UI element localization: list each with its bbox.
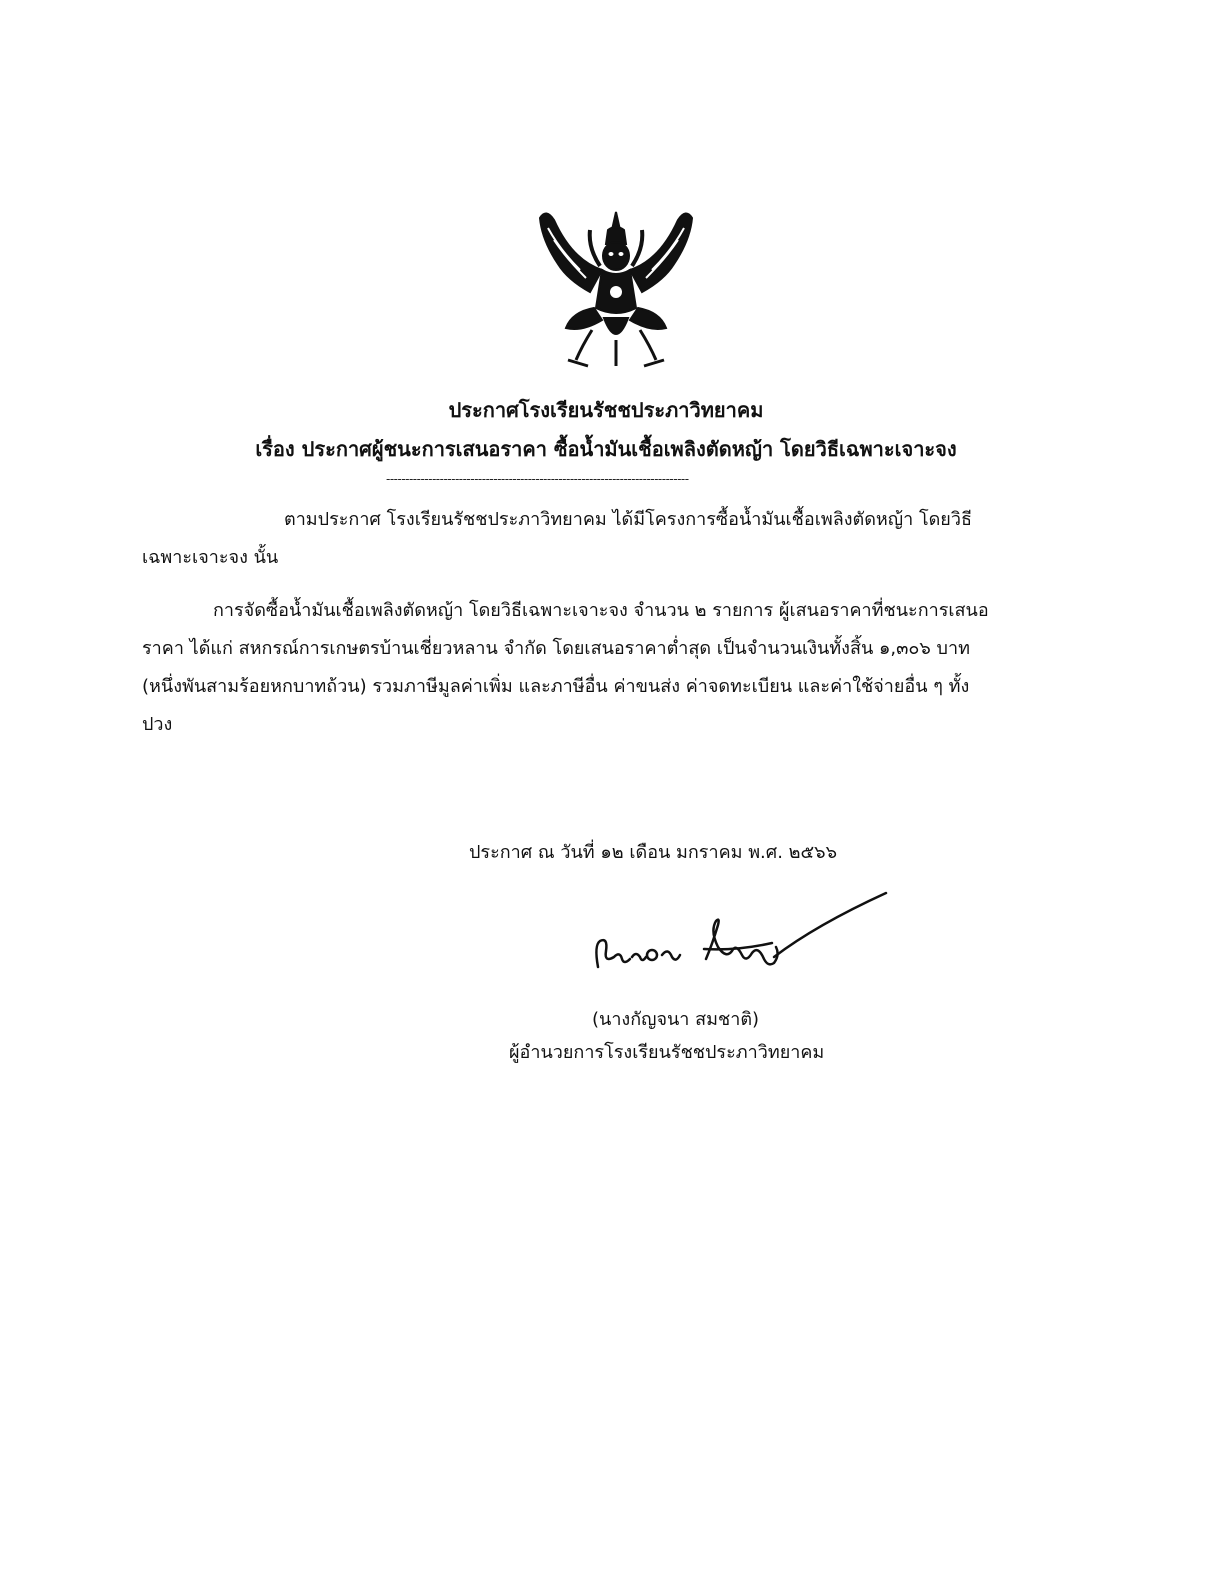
separator-line: -------------------------------------------------------------------------------: [386, 472, 689, 486]
handwritten-signature: [586, 885, 906, 985]
announcement-date: ประกาศ ณ วันที่ ๑๒ เดือน มกราคม พ.ศ. ๒๕๖๖: [469, 842, 837, 863]
signer-position: ผู้อำนวยการโรงเรียนรัชชประภาวิทยาคม: [509, 1042, 825, 1063]
paragraph-2-line-4: ปวง: [142, 714, 173, 735]
paragraph-1-line-2: เฉพาะเจาะจง นั้น: [142, 547, 279, 568]
garuda-emblem-icon: [532, 200, 700, 372]
paragraph-2-line-3: (หนึ่งพันสามร้อยหกบาทถ้วน) รวมภาษีมูลค่าเพิ่ม และภาษีอื่น ค่าขนส่ง ค่าจดทะเบียน และค่าใช้จ่ายอื่น ๆ ทั้ง: [142, 676, 970, 697]
paragraph-1-line-1: ตามประกาศ โรงเรียนรัชชประภาวิทยาคม ได้มีโครงการซื้อน้ำมันเชื้อเพลิงตัดหญ้า โดยวิธี: [284, 509, 972, 530]
signer-name: (นางกัญจนา สมชาติ): [592, 1009, 760, 1030]
announcement-subject: เรื่อง ประกาศผู้ชนะการเสนอราคา ซื้อน้ำมันเชื้อเพลิงตัดหญ้า โดยวิธีเฉพาะเจาะจง: [255, 437, 957, 461]
paragraph-2-line-1: การจัดซื้อน้ำมันเชื้อเพลิงตัดหญ้า โดยวิธีเฉพาะเจาะจง จำนวน ๒ รายการ ผู้เสนอราคาที่ชนะการเสนอ: [213, 600, 989, 621]
announcement-title: ประกาศโรงเรียนรัชชประภาวิทยาคม: [448, 398, 764, 422]
paragraph-2-line-2: ราคา ได้แก่ สหกรณ์การเกษตรบ้านเชี่ยวหลาน จำกัด โดยเสนอราคาต่ำสุด เป็นจำนวนเงินทั้งสิ้น ๑,๓๐๖ บาท: [142, 638, 970, 659]
